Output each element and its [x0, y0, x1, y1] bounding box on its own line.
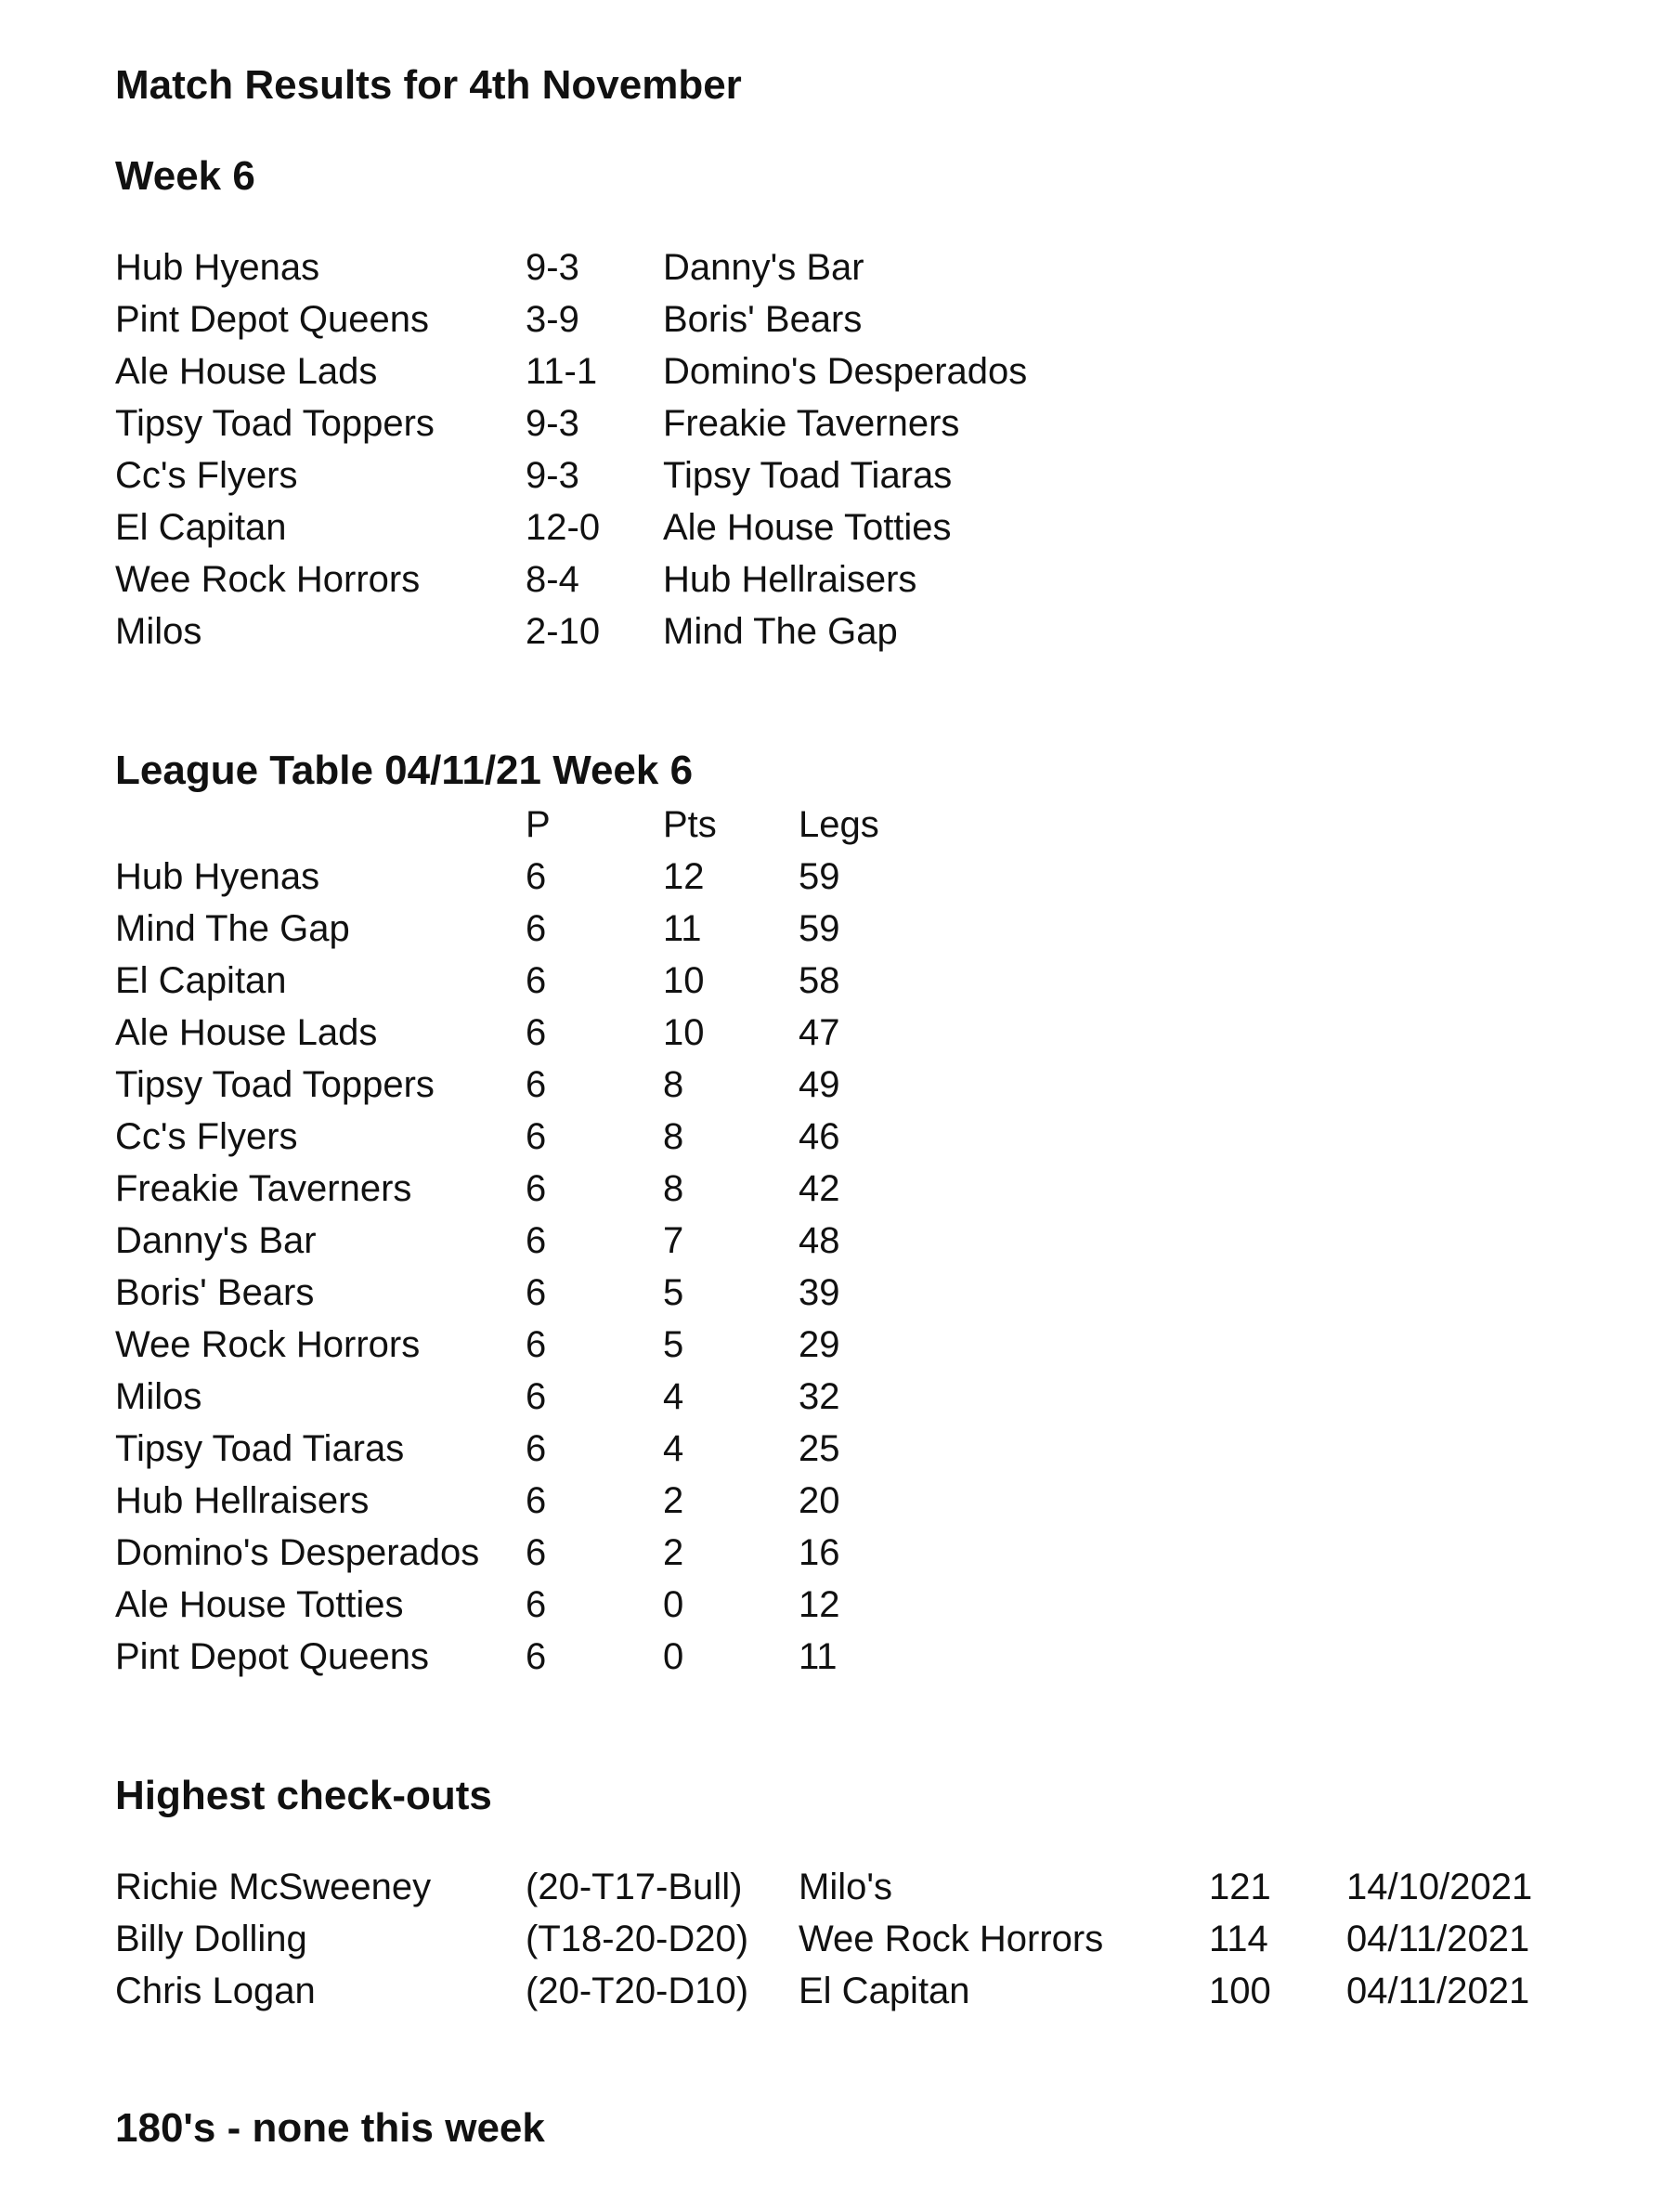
played: 6	[526, 908, 547, 949]
home-team: Milos	[115, 611, 202, 652]
team-name: Boris' Bears	[115, 1272, 315, 1313]
points: 4	[663, 1428, 684, 1469]
league-table-heading: League Table 04/11/21 Week 6	[115, 748, 694, 793]
played: 6	[526, 1272, 547, 1313]
points: 10	[663, 960, 705, 1001]
played: 6	[526, 1376, 547, 1417]
legs: 46	[799, 1116, 840, 1157]
away-team: Hub Hellraisers	[663, 559, 917, 600]
player-team: Milo's	[799, 1867, 892, 1907]
checkout-score: 100	[1209, 1971, 1271, 2011]
away-team: Ale House Totties	[663, 507, 952, 548]
points: 11	[663, 908, 702, 949]
played: 6	[526, 1012, 547, 1053]
points: 8	[663, 1168, 684, 1209]
match-score: 9-3	[526, 403, 579, 444]
points: 2	[663, 1480, 684, 1521]
played: 6	[526, 1220, 547, 1261]
played: 6	[526, 856, 547, 897]
played: 6	[526, 1480, 547, 1521]
played: 6	[526, 1636, 547, 1677]
player-team: Wee Rock Horrors	[799, 1919, 1104, 1959]
legs: 32	[799, 1376, 840, 1417]
checkout-date: 04/11/2021	[1346, 1971, 1530, 2011]
match-score: 3-9	[526, 299, 579, 340]
checkout-date: 14/10/2021	[1346, 1867, 1533, 1907]
played: 6	[526, 1532, 547, 1573]
legs: 29	[799, 1324, 840, 1365]
legs: 11	[799, 1636, 838, 1677]
played: 6	[526, 1064, 547, 1105]
points: 8	[663, 1116, 684, 1157]
column-header-p: P	[526, 804, 551, 845]
away-team: Mind The Gap	[663, 611, 898, 652]
team-name: El Capitan	[115, 960, 287, 1001]
home-team: Wee Rock Horrors	[115, 559, 421, 600]
match-score: 8-4	[526, 559, 579, 600]
legs: 42	[799, 1168, 840, 1209]
checkout-score: 114	[1209, 1919, 1268, 1959]
played: 6	[526, 1116, 547, 1157]
home-team: Hub Hyenas	[115, 247, 320, 288]
player-team: El Capitan	[799, 1971, 970, 2011]
legs: 20	[799, 1480, 840, 1521]
legs: 48	[799, 1220, 840, 1261]
played: 6	[526, 960, 547, 1001]
legs: 12	[799, 1584, 840, 1625]
match-score: 12-0	[526, 507, 601, 548]
away-team: Domino's Desperados	[663, 351, 1028, 392]
home-team: Pint Depot Queens	[115, 299, 429, 340]
points: 0	[663, 1636, 684, 1677]
away-team: Danny's Bar	[663, 247, 864, 288]
week-heading: Week 6	[115, 153, 255, 199]
legs: 59	[799, 908, 840, 949]
points: 2	[663, 1532, 684, 1573]
team-name: Ale House Lads	[115, 1012, 378, 1053]
points: 8	[663, 1064, 684, 1105]
team-name: Wee Rock Horrors	[115, 1324, 421, 1365]
home-team: Ale House Lads	[115, 351, 378, 392]
legs: 25	[799, 1428, 840, 1469]
legs: 47	[799, 1012, 840, 1053]
legs: 49	[799, 1064, 840, 1105]
team-name: Danny's Bar	[115, 1220, 317, 1261]
points: 5	[663, 1324, 684, 1365]
team-name: Domino's Desperados	[115, 1532, 480, 1573]
legs: 58	[799, 960, 840, 1001]
legs: 59	[799, 856, 840, 897]
points: 12	[663, 856, 705, 897]
points: 7	[663, 1220, 684, 1261]
played: 6	[526, 1168, 547, 1209]
team-name: Cc's Flyers	[115, 1116, 298, 1157]
played: 6	[526, 1428, 547, 1469]
checkout-date: 04/11/2021	[1346, 1919, 1530, 1959]
checkout-route: (T18-20-D20)	[526, 1919, 749, 1959]
player-name: Billy Dolling	[115, 1919, 307, 1959]
team-name: Hub Hellraisers	[115, 1480, 370, 1521]
column-header-legs: Legs	[799, 804, 879, 845]
home-team: Cc's Flyers	[115, 455, 298, 496]
away-team: Tipsy Toad Tiaras	[663, 455, 953, 496]
legs: 16	[799, 1532, 840, 1573]
home-team: El Capitan	[115, 507, 287, 548]
legs: 39	[799, 1272, 840, 1313]
checkout-route: (20-T20-D10)	[526, 1971, 749, 2011]
column-header-pts: Pts	[663, 804, 717, 845]
match-score: 9-3	[526, 247, 579, 288]
footer-note: 180's - none this week	[115, 2105, 545, 2151]
match-score: 11-1	[526, 351, 598, 392]
team-name: Hub Hyenas	[115, 856, 320, 897]
team-name: Milos	[115, 1376, 202, 1417]
played: 6	[526, 1324, 547, 1365]
checkouts-heading: Highest check-outs	[115, 1773, 492, 1818]
page-title: Match Results for 4th November	[115, 62, 742, 108]
checkout-score: 121	[1209, 1867, 1271, 1907]
team-name: Pint Depot Queens	[115, 1636, 429, 1677]
points: 5	[663, 1272, 684, 1313]
points: 4	[663, 1376, 684, 1417]
team-name: Mind The Gap	[115, 908, 350, 949]
points: 10	[663, 1012, 705, 1053]
match-score: 2-10	[526, 611, 601, 652]
player-name: Richie McSweeney	[115, 1867, 432, 1907]
player-name: Chris Logan	[115, 1971, 316, 2011]
home-team: Tipsy Toad Toppers	[115, 403, 435, 444]
team-name: Freakie Taverners	[115, 1168, 412, 1209]
team-name: Ale House Totties	[115, 1584, 404, 1625]
away-team: Freakie Taverners	[663, 403, 960, 444]
team-name: Tipsy Toad Toppers	[115, 1064, 435, 1105]
played: 6	[526, 1584, 547, 1625]
away-team: Boris' Bears	[663, 299, 863, 340]
checkout-route: (20-T17-Bull)	[526, 1867, 743, 1907]
match-score: 9-3	[526, 455, 579, 496]
points: 0	[663, 1584, 684, 1625]
team-name: Tipsy Toad Tiaras	[115, 1428, 405, 1469]
